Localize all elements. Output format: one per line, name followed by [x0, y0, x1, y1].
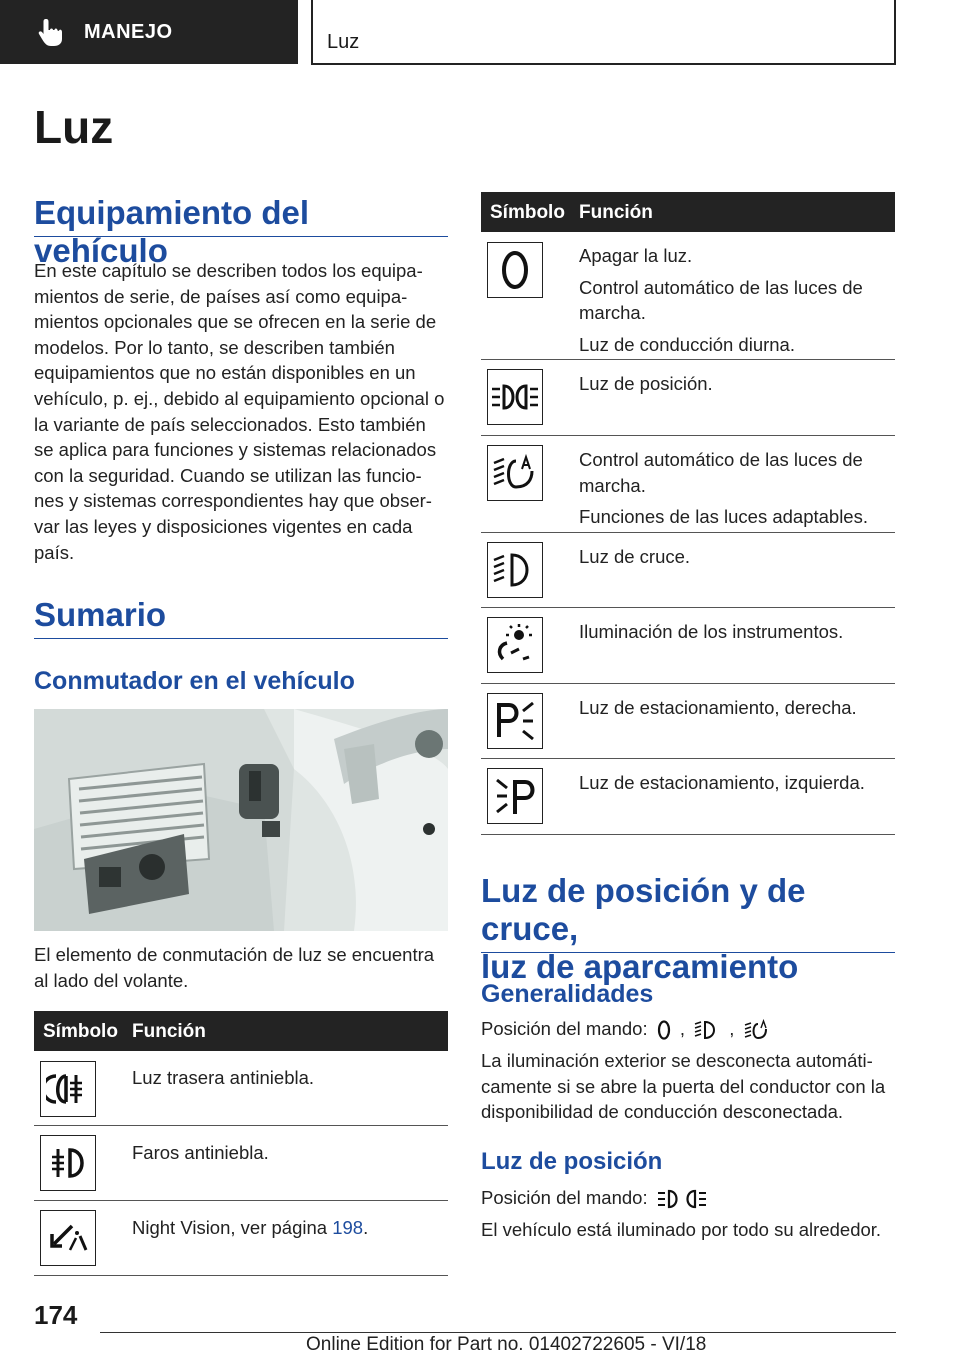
general-heading: Generalidades — [481, 980, 654, 1008]
row-function: Luz de estacionamiento, izquierda. — [579, 772, 865, 793]
night-vision-icon — [40, 1210, 96, 1266]
page-title: Luz — [34, 101, 114, 153]
section-tab — [0, 0, 298, 64]
col-symbol: Símbolo — [490, 202, 565, 223]
low-beam-icon — [487, 542, 543, 598]
row-function: Luz de cruce. — [579, 546, 691, 567]
parking-light-right-icon — [487, 693, 543, 749]
table-row — [481, 684, 895, 759]
table-row — [481, 759, 895, 835]
col-function: Función — [132, 1021, 206, 1042]
row-function: Iluminación de los instrumentos. — [579, 621, 844, 642]
general-body: La iluminación exterior se desconecta automáti-camente si se abre la puerta del conductor con la disponibilidad de conducción desconectada. — [481, 1050, 886, 1123]
heading-line: luz de aparcamiento — [481, 948, 799, 985]
table-row — [34, 1126, 448, 1201]
edition-note: Online Edition for Part no. 01402722605 - VI/18 — [306, 1334, 707, 1355]
equipment-heading: Equipamiento del vehículo — [34, 194, 448, 237]
row-line: Apagar la luz. — [579, 245, 693, 266]
position-body: El vehículo está iluminado por todo su alrededor. — [481, 1219, 882, 1240]
col-function: Función — [579, 202, 653, 223]
table-row — [481, 360, 895, 436]
row-line: Luz de conducción diurna. — [579, 333, 795, 355]
row-function — [579, 243, 895, 363]
heading-line: Luz de posición y de cruce, — [481, 872, 806, 947]
parking-light-left-icon — [487, 768, 543, 824]
chapter-header — [311, 0, 896, 65]
auto-light-icon — [487, 445, 543, 501]
auto-light-icon — [744, 1019, 770, 1041]
hand-pointer-icon — [36, 17, 64, 47]
light-switch-photo — [34, 709, 448, 931]
zero-light-off-icon — [657, 1019, 671, 1041]
row-line: Control automático de las luces de marcha. — [579, 449, 863, 496]
zero-light-off-icon — [487, 242, 543, 298]
instrument-lighting-icon — [487, 617, 543, 673]
switch-label: Posición del mando: — [481, 1187, 648, 1208]
symbol-table-left — [34, 1011, 448, 1276]
position-light-icon — [657, 1188, 707, 1210]
position-light-heading — [481, 872, 895, 985]
table-header — [34, 1011, 448, 1051]
row-function: Luz trasera antiniebla. — [132, 1067, 315, 1088]
table-row — [34, 1201, 448, 1276]
table-row — [481, 232, 895, 360]
table-header — [481, 192, 895, 232]
row-text-end: . — [363, 1217, 369, 1238]
table-row — [34, 1051, 448, 1126]
position-switch-line — [481, 1185, 895, 1211]
row-function: Luz de estacionamiento, derecha. — [579, 697, 857, 718]
equipment-body: En este capítulo se describen todos los equipa-mientos de serie, de países así como equipa-mientos opcionales que se ofrecen en la serie de modelos. Por lo tanto, se describen también equipamientos que no están disponibles en un vehículo, p. ej., debido al equipamiento opcional o la variante de país seleccionados. Esto también se aplica para funciones y sistemas relacionados con la seguridad. Cuando se utilizan las funcio-nes y sistemas correspondientes hay que obser-var las leyes y disposiciones vigentes en cada país. — [34, 260, 445, 563]
front-fog-light-icon — [40, 1135, 96, 1191]
section-label: MANEJO — [84, 20, 173, 43]
switch-caption: El elemento de conmutación de luz se encuentra al lado del volante. — [34, 944, 435, 991]
table-row — [481, 608, 895, 684]
col-symbol: Símbolo — [43, 1021, 118, 1042]
table-row — [481, 436, 895, 533]
row-function: Luz de posición. — [579, 373, 713, 394]
footer-divider — [100, 1332, 896, 1333]
page-number: 174 — [34, 1300, 78, 1330]
switch-label: Posición del mando: — [481, 1018, 648, 1039]
symbol-table-right — [481, 192, 895, 835]
row-text: Night Vision, ver página — [132, 1217, 333, 1238]
row-function: Faros antiniebla. — [132, 1142, 269, 1163]
row-line: Control automático de las luces de marcha. — [579, 276, 863, 324]
row-function — [579, 447, 895, 536]
sumario-heading: Sumario — [34, 596, 448, 639]
row-function — [132, 1215, 368, 1241]
position-heading: Luz de posición — [481, 1148, 663, 1175]
table-row — [481, 533, 895, 608]
page-link[interactable]: 198 — [332, 1217, 364, 1238]
switch-subheading: Conmutador en el vehículo — [34, 667, 355, 695]
low-beam-icon — [694, 1019, 720, 1041]
rear-fog-light-icon — [40, 1061, 96, 1117]
chapter-label: Luz — [327, 31, 360, 53]
position-light-icon — [487, 369, 543, 425]
general-switch-line: Posición del mando: , , — [481, 1016, 895, 1042]
row-line: Funciones de las luces adaptables. — [579, 506, 868, 528]
